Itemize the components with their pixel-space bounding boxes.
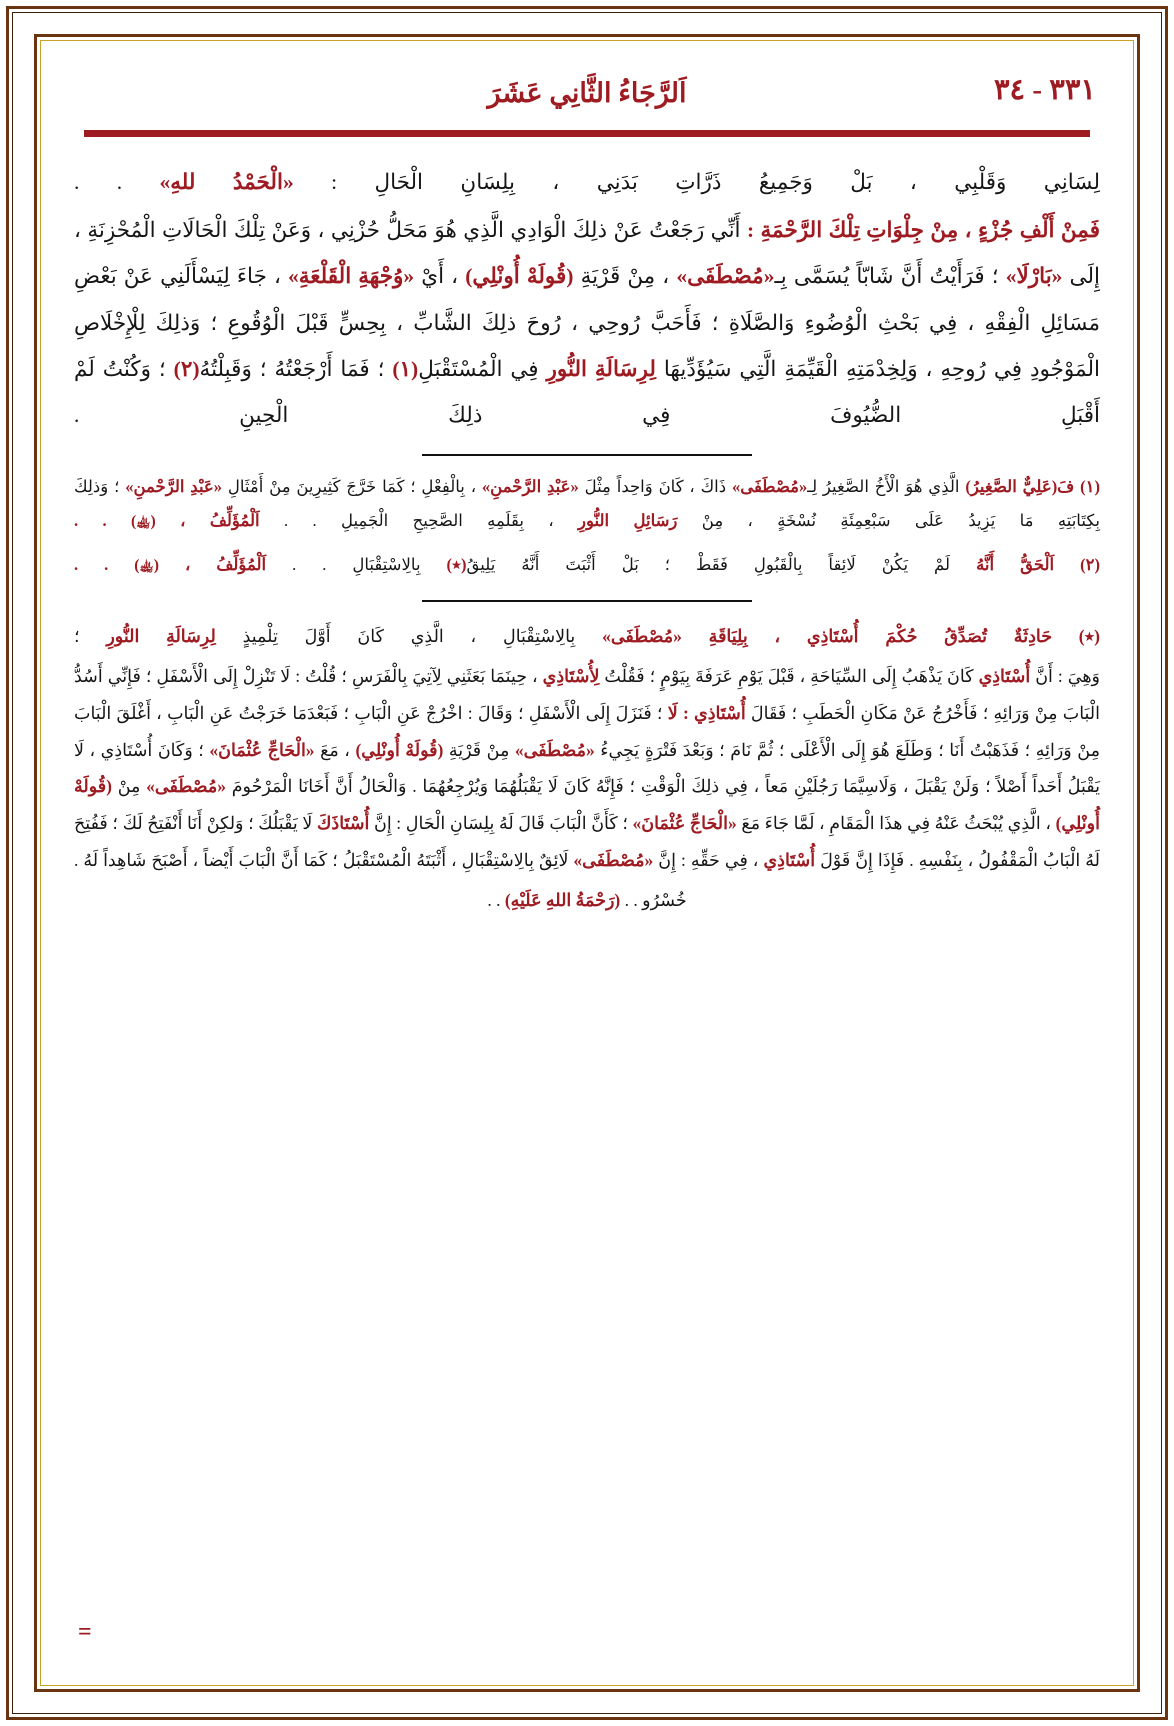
note-line7-emphasis-mustafa: «مُصْطَفَى» — [573, 849, 654, 870]
note-line7-text-b: لَائِقٌ بِالِاسْتِقْبَالِ ، أَثْبَتَهُ الْمُسْتَقْبَلُ ؛ كَمَا أَنَّ الْبَابَ أَيْضاً ، أَصْبَحَ شَاهِداً لَهُ . — [74, 849, 574, 870]
para2-text-e: ، جَاءَ لِيَسْأَلَنِي عَنْ بَعْضِ مَسَائِلِ الْفِقْهِ ، فِي بَحْثِ الْوُضُوءِ وَالصَّلَاةِ ؛ فَأَحَبَّ رُوحِي ، رُوحَ ذلِكَ الشَّابِّ ، بِحِسٍّ قَبْلَ الْوُقُوعِ ؛ وَذلِكَ لِلْإِخْلَاصِ الْمَوْجُودِ فِي رُوحِهِ ، وَلِخِدْمَتِهِ الْقَيِّمَةِ الَّتِي سَيُؤَدِّيهَا — [74, 264, 1100, 381]
para2-text-h: ؛ وَكُنْتُ لَمْ أَقْبَلِ الضُّيُوفَ فِي ذلِكَ الْحِينِ . — [74, 356, 1100, 428]
para1-text-b: . . — [74, 170, 160, 194]
body-paragraph-2 — [74, 207, 1100, 438]
footnote-2-text-a: لَمْ يَكُنْ لَائِقاً بِالْقَبُولِ فَقَطْ ؛ بَلْ أَثْبَتَ أَنَّهُ يَلِيقُ — [466, 555, 977, 575]
note-line4-emphasis-mustafa: «مُصْطَفَى» — [514, 739, 595, 760]
footnote-1-emphasis-mustafa: «مُصْطَفَى» — [731, 477, 808, 497]
page-number: ٣٣١ - ٣٤ — [993, 74, 1096, 106]
note-line4-text-a: مِنْ قَرْيَةِ — [443, 739, 515, 760]
footnote-1-text-b: ذَاكَ ، كَانَ وَاحِداً مِثْلَ — [578, 477, 732, 497]
para2-emphasis-barla: «بَارْلَا» — [1005, 264, 1063, 289]
asterisk-note-section — [74, 618, 1100, 918]
note-line6-emphasis-ustadhaka: أُسْتَاذَكَ — [317, 813, 370, 834]
footnote-1-tail: . . — [74, 511, 131, 531]
note-signature-name: خُسْرُو . . — [620, 889, 687, 910]
footnote-1-text-a: الَّذِي هُوَ الْأَخُ الصَّغِيرُ لِـ — [807, 477, 966, 497]
footnote-2-tail: . . — [74, 555, 135, 575]
footnote-1-emphasis-abdurrahman-2: «عَبْدِ الرَّحْمنِ» — [125, 477, 223, 497]
para2-emphasis-kuleonu: (قُولَهْ أُونْلِي) — [465, 264, 574, 289]
footnote-1-text-c: ، بِالْفِعْلِ ؛ كَمَا خَرَّجَ كَثِيرِينَ مِنْ أَمْثَالِ — [222, 477, 482, 497]
para2-text-d: ، أَيْ — [414, 264, 466, 289]
note-line7-text-a: ، فِي حَقِّهِ : إِنَّ — [653, 849, 764, 870]
note-asterisk-marker: (٭) — [1078, 626, 1100, 647]
footnote-ref-asterisk[interactable]: (٭) — [446, 555, 467, 575]
note-line2-emphasis-liustadhi: لِأُسْتَاذِي — [542, 666, 600, 687]
note-line2-text-b: كَانَ يَذْهَبُ إِلَى السِّيَاحَةِ ، قَبْلَ يَوْمِ عَرَفَةَ بِيَوْمٍ ؛ فَقُلْتُ — [599, 666, 979, 687]
footnote-1-text-e: ، بِقَلَمِهِ الصَّحِيحِ الْجَمِيلِ . . — [283, 511, 579, 531]
note-line7-emphasis-ustadhi-2: أُسْتَاذِي — [763, 849, 816, 870]
note-paragraph-2 — [74, 658, 1100, 879]
para2-text-f: فِي الْمُسْتَقْبَلِ — [418, 356, 547, 381]
note-line4-text-b: ، مَعَ — [314, 739, 356, 760]
para2-emphasis-opening: فَمِنْ أَلْفِ جُزْءٍ ، مِنْ جِلْوَاتِ تِلْكَ الرَّحْمَةِ : — [740, 218, 1100, 243]
note-line1-text-a: بِالِاسْتِقْبَالِ ، الَّذِي كَانَ أَوَّلَ تِلْمِيذٍ — [215, 626, 603, 647]
footnote-1-author-signature: اَلْمُؤَلِّفُ ، — [155, 511, 284, 531]
note-line5-text-b: ، الَّذِي يُبْحَثُ عَنْهُ فِي هذَا الْمَقَامِ ، لَمَّا جَاءَ مَعَ — [736, 813, 1056, 834]
para1-text-a: لِسَانِي وَقَلْبِي ، بَلْ وَجَمِيعُ ذَرَّاتِ بَدَنِي ، بِلِسَانِ الْحَالِ : — [293, 170, 1100, 194]
footnote-2-number: (٢) — [1080, 555, 1100, 575]
page-content — [48, 44, 1126, 1682]
footnote-1 — [74, 470, 1100, 538]
footnote-1-emphasis-ali-saghir: فَ(عَلِيٌّ الصَّغِيرُ) — [965, 477, 1075, 497]
para2-text-a: أَنِّي رَجَعْتُ عَنْ ذلِكَ الْوَادِي الَّذِي هُوَ مَحَلُّ حُزْنِي ، وَعَنْ تِلْكَ الْحَالَاتِ الْمُحْزِنَةِ ، إِلَى — [74, 218, 1100, 289]
para2-text-b: ؛ فَرَأَيْتُ أَنَّ شَابّاً يُسَمَّى بِـ — [774, 264, 1006, 289]
para2-text-g: ؛ فَمَا أَرْجَعْتُهُ ؛ وَقَبِلْتُهُ — [199, 356, 393, 381]
footnote-separator-rule-1 — [422, 454, 752, 456]
footnote-ref-1[interactable]: (١) — [392, 356, 419, 381]
note-line3-emphasis-ustadhi-la: أُسْتَاذِي : لَا — [667, 702, 746, 723]
page-title: اَلرَّجَاءُ الثَّانِي عَشَرَ — [487, 77, 687, 108]
footnote-2-author-signature: اَلْمُؤَلِّفُ ، — [159, 555, 293, 575]
note-line4-text-c: ؛ وَكَانَ أُسْتَاذِي ، لَا يَقْبَلُ أَحَداً أَصْلاً ؛ وَلَنْ يَقْبَلَ ، وَلَاسِيَّمَا رَجُلَيْنِ مَعاً ، فِي ذلِكَ الْوَقْتِ ؛ فَإِنَّهُ كَانَ لَا يَقْبَلُهُمَا وَيُرْجِعُهُمَا . وَالْحَالُ أَنَّ أَخَانَا الْمَرْحُومَ — [74, 739, 1100, 797]
note-line1-emphasis-risalat-alnur: لِرِسَالَةِ النُّورِ — [106, 626, 216, 647]
note-line5-emphasis-hajj-uthman-2: «الْحَاجِّ عُثْمَانَ» — [632, 813, 737, 834]
footnote-2 — [74, 548, 1100, 582]
note-line5-text-c: ؛ كَأَنَّ الْبَابَ قَالَ لَهُ بِلِسَانِ الْحَالِ : إِنَّ — [369, 813, 633, 834]
note-line1-text-b: ؛ — [74, 626, 107, 647]
header-divider-rule — [84, 130, 1090, 137]
footnote-2-text-b: بِالِاسْتِقْبَالِ . . — [292, 555, 447, 575]
note-line6-text-a: لَا يَقْبَلُكَ ؛ وَلكِنْ أَنَا أَنْفَتِحُ لَكَ ؛ فَفُتِحَ لَهُ الْبَابُ الْمَقْفُولُ ، بِنَفْسِهِ . فَإِذَا إِنَّ قَوْلَ — [74, 813, 1100, 870]
footnote-1-number: (١) — [1080, 477, 1101, 497]
note-signature-tail: . . — [487, 889, 505, 910]
note-line1-emphasis-mustafa: «مُصْطَفَى» — [602, 626, 682, 647]
footnote-1-text-d: ؛ وَذلِكَ بِكِتَابَتِهِ مَا يَزِيدُ عَلَى سَبْعِمِئَةِ نُسْخَةٍ ، مِنْ — [74, 477, 1101, 531]
note-line4-emphasis-kuleonu: (قُولَهْ أُونْلِي) — [355, 739, 444, 760]
note-line5-text-a: مِنْ — [111, 776, 147, 797]
note-line2-emphasis-ustadhi-1: أُسْتَاذِي — [978, 666, 1031, 687]
continuation-mark: = — [78, 1619, 92, 1645]
note-line5-emphasis-mustafa: «مُصْطَفَى» — [146, 776, 226, 797]
para2-emphasis-mustafa: «مُصْطَفَى» — [676, 264, 775, 289]
note-line4-emphasis-hajj-uthman-1: «الْحَاجِّ عُثْمَانَ» — [209, 739, 315, 760]
note-line2-text-a: وَهِيَ : أَنَّ — [1030, 666, 1101, 687]
para2-emphasis-wujhat-alqalaa: «وُجْهَةِ الْقَلْعَةِ» — [288, 264, 415, 289]
honorific-glyph-icon: (﵀) — [131, 513, 156, 531]
note-line2-text-c: ، حِينَمَا بَعَثَنِي لِآتِيَ بِالْفَرَسِ ؛ قُلْتُ : لَا تَنْزِلْ إِلَى الْأَسْفَلِ ؛ فَإِنِّي أَسُدُّ الْبَابَ مِنْ وَرَائِهِ ؛ فَأَخْرُجُ عَنْ مَكَانِ الْحَطَبِ ؛ فَقَالَ — [74, 666, 1101, 723]
note-signature-line — [74, 882, 1100, 919]
footnote-ref-2[interactable]: (٢) — [173, 356, 200, 381]
footnote-2-emphasis-alhaqq: اَلْحَقُّ أَنَّهُ — [976, 555, 1055, 575]
note-signature-honorific-phrase: (رَحْمَةُ اللهِ عَلَيْهِ) — [504, 889, 621, 910]
footnote-separator-rule-2 — [422, 600, 752, 602]
para2-emphasis-risalat-alnur: لِرِسَالَةِ النُّورِ — [546, 356, 656, 381]
note-line1-red-a: حَادِثَةٌ تُصَدِّقُ حُكْمَ أُسْتَاذِي ، بِلِيَاقَةِ — [681, 626, 1079, 647]
footnotes-section — [74, 470, 1100, 582]
note-line5-emphasis-kuleonu: (قُولَهْ أُونْلِي) — [74, 776, 1100, 834]
footnote-1-emphasis-abdurrahman-1: «عَبْدِ الرَّحْمنِ» — [481, 477, 579, 497]
note-line3-text-a: ؛ فَنَزَلَ إِلَى الْأَسْفَلِ ؛ وَقَالَ : اخْرُجْ عَنِ الْبَابِ ؛ فَبَعْدَمَا خَرَجْتُ عَنِ الْبَابِ ، أَغْلَقَ الْبَابَ مِنْ وَرَائِهِ ؛ فَذَهَبْتُ أَنَا ؛ وَطَلَعَ هُوَ إِلَى الْأَعْلَى ؛ ثُمَّ نَامَ ؛ وَبَعْدَ فَتْرَةٍ يَجِيءُ — [74, 702, 1100, 760]
para2-text-c: ، مِنْ قَرْيَةِ — [573, 264, 677, 289]
note-paragraph-1 — [74, 618, 1100, 655]
para1-emphasis-hamdulillah: «الْحَمْدُ للهِ» — [159, 170, 294, 194]
main-body-text — [74, 159, 1100, 438]
page-header — [74, 62, 1100, 124]
footnote-1-emphasis-rasail-alnur: رَسَائِلِ النُّورِ — [578, 511, 678, 531]
honorific-glyph-icon: (﵀) — [134, 557, 159, 575]
body-paragraph-1 — [74, 159, 1100, 205]
